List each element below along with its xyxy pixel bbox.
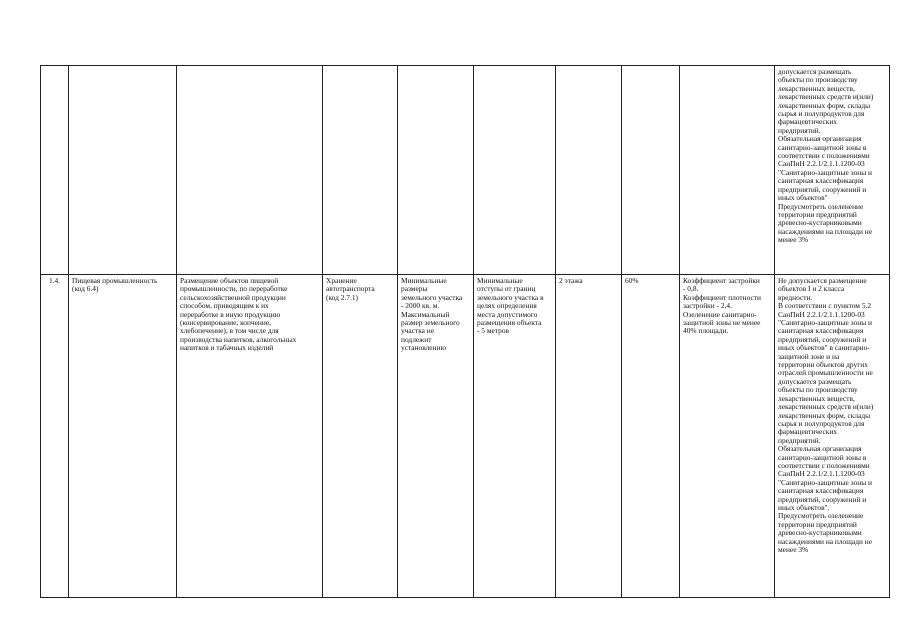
setback-cell [474,66,556,275]
row-number-cell [41,66,69,275]
auxiliary-use-cell: Хранение автотранспорта (код 2.7.1) [323,275,398,598]
min-plot-size-cell [398,66,474,275]
coverage-cell: 60% [622,275,680,598]
zoning-table [40,65,890,598]
auxiliary-use-cell [323,66,398,275]
use-description-cell: Размещение объектов пищевой промышленности, по переработке сельскохозяйственной продукции способом, приводящим к их переработке в иную продукцию (консервирование, копчение, хлебопечение), в том числе для производства напитков, алкогольных напитков и табачных изделий [177,275,323,598]
row-number-cell: 1.4. [41,275,69,598]
use-name-cell [69,66,177,275]
table-row [41,275,890,598]
coefficients-cell [680,66,775,275]
use-description-cell [177,66,323,275]
min-plot-size-cell: Минимальные размеры земельного участка - 2000 кв. м. Максимальный размер земельного участка не подлежит установлению [398,275,474,598]
floors-cell: 2 этажа [556,275,622,598]
restrictions-cell: допускается размещать объекты по производству лекарственных веществ, лекарственных средств и(или) лекарственных форм, склады сырья и полупродуктов для фармацевтических предприятий. Обязательная организация санитарно-защитной зоны в соответствии с положениями СанПиН 2.2.1/2.1.1.1200-03 "Санитарно-защитные зоны и санитарная классификация предприятий, сооружений и иных объектов" Предусмотреть озеленение территории предприятий древесно-кустарниковыми насаждениями на площади не менее 3% [775,66,890,275]
table-row [41,66,890,275]
floors-cell [556,66,622,275]
coverage-cell [622,66,680,275]
use-name-cell: Пищевая промышленность (код 6.4) [69,275,177,598]
coefficients-cell: Коэффициент застройки - 0,8. Коэффициент плотности застройки - 2,4. Озеленение санитарно- защитной зоны не менее 40% площади. [680,275,775,598]
restrictions-cell: Не допускается размещение объектов I и 2 класса вредности. В соответствии с пунктом 5.2 СанПиН 2.2.1/2.1.1.1200-03 "Санитарно-защитные зоны и санитарная классификация предприятий, сооружений и иных объектов" в санитарно- защитной зоне и на территории объектов других отраслей промышленности не допускается размещать объекты по производству лекарственных веществ, лекарственных средств и(или) лекарственных форм, склады сырья и полупродуктов для фармацевтических предприятий. Обязательная организация санитарно-защитной зоны в соответствии с положениями СанПиН 2.2.1/2.1.1.1200-03 "Санитарно-защитные зоны и санитарная классификация предприятий, сооружений и иных объектов". Предусмотреть озеленение территории предприятий древесно-кустарниковыми насаждениями на площади не менее 3% [775,275,890,598]
setback-cell: Минимальные отступы от границ земельного участка в целях определения места допустимого размещения объекта - 5 метров [474,275,556,598]
